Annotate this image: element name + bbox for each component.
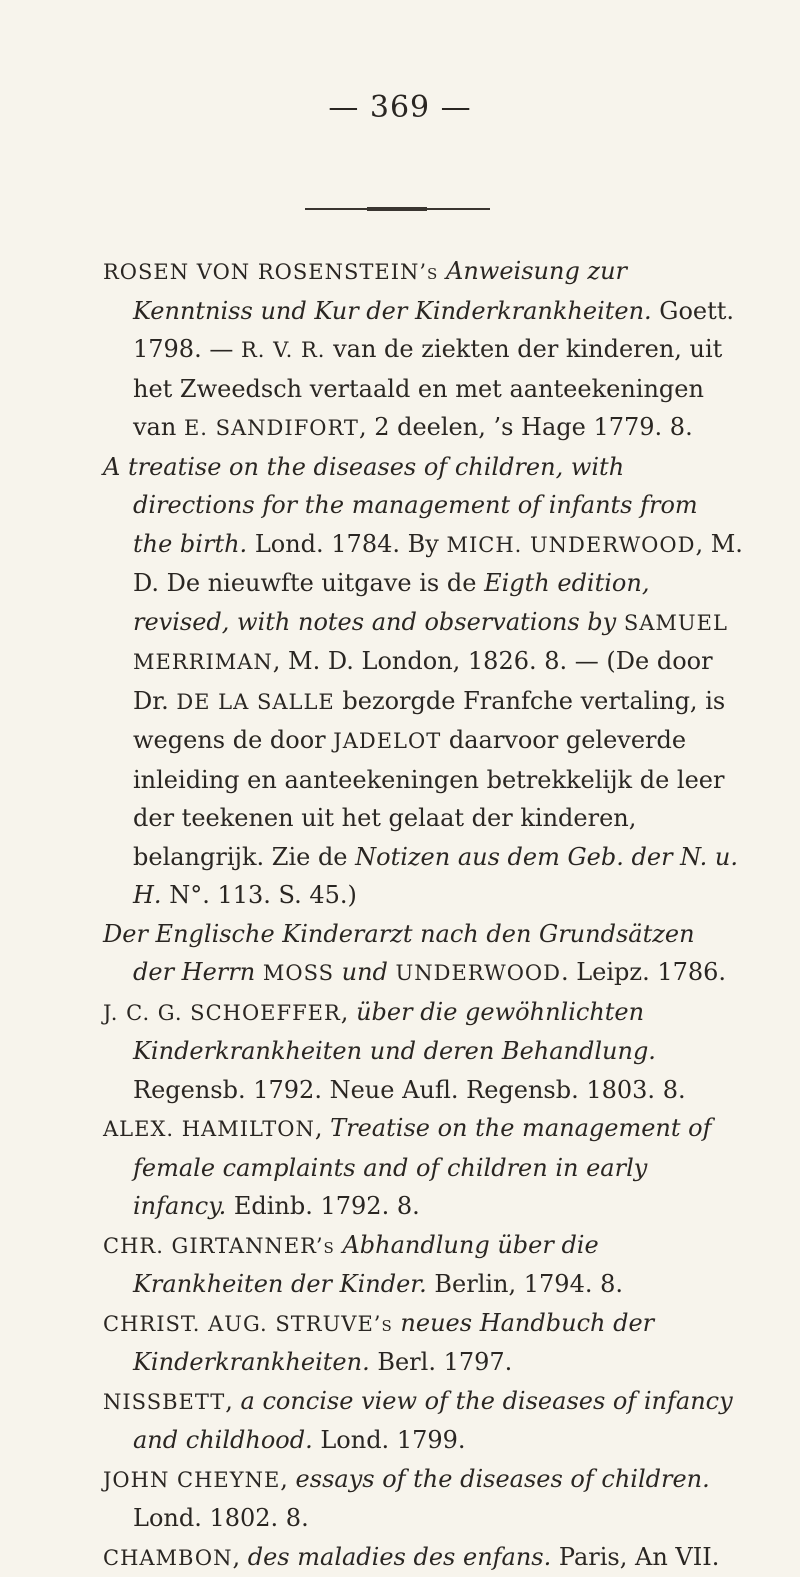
entry-author: MOSS — [263, 961, 334, 985]
bibliography-entry — [103, 1382, 743, 1460]
entry-author: JOHN CHEYNE — [103, 1468, 280, 1492]
entry-text: , — [315, 1114, 330, 1142]
entry-text: van de ziekten der kinderen, uit het Zweedsch vertaald en met aanteekeningen van — [133, 335, 722, 441]
entry-author: ALEX. HAMILTON — [103, 1117, 315, 1141]
entry-text: Lond. 1784. By — [247, 530, 446, 558]
bibliography-entry — [103, 1226, 743, 1304]
entry-text: , — [225, 1387, 240, 1415]
bibliography-entry — [103, 1109, 743, 1226]
bibliography-entry — [103, 1304, 743, 1382]
entry-text — [616, 608, 624, 636]
entry-text: Berlin, 1794. 8. — [427, 1270, 623, 1298]
entry-author: DE LA SALLE — [176, 690, 334, 714]
entry-text: Berl. 1797. — [370, 1348, 513, 1376]
entry-title: essays of the diseases of children. — [296, 1465, 710, 1493]
entry-author: MICH. UNDERWOOD — [446, 533, 695, 557]
entry-author: CHRIST. AUG. STRUVE’s — [103, 1312, 400, 1336]
entry-title: Eigth edition, revised, with notes and observations by — [133, 569, 649, 636]
entry-text — [255, 958, 263, 986]
entry-text: Lond. 1802. 8. — [133, 1504, 309, 1532]
entry-title: und — [342, 958, 388, 986]
entry-text: , — [232, 1543, 247, 1571]
entry-author: SAMUEL MERRIMAN — [133, 611, 728, 675]
entry-author: JADELOT — [333, 729, 441, 753]
entry-title: Anweisung zur Kenntniss und Kur der Kinderkrankheiten. — [133, 257, 652, 325]
entry-author: E. SANDIFORT — [184, 416, 359, 440]
entry-text — [334, 958, 342, 986]
entry-title: Treatise on the management of female camplaints and of children in early infancy. — [133, 1114, 711, 1220]
entry-text: Regensb. 1792. Neue Aufl. Regensb. 1803. 8. — [133, 1076, 686, 1104]
entry-title: Abhandlung über die Krankheiten der Kinder. — [133, 1231, 599, 1299]
entry-text — [388, 958, 396, 986]
bibliography-entry — [103, 1460, 743, 1538]
entry-text: , — [341, 998, 356, 1026]
entry-text: N°. 113. S. 45.) — [162, 881, 357, 909]
entry-title: Der Englische Kinderarzt nach den Grundsätzen der Herrn — [103, 920, 695, 987]
entry-author: NISSBETT — [103, 1390, 225, 1414]
entry-text: Lond. 1799. — [313, 1426, 466, 1454]
bibliography-entry — [103, 1538, 743, 1577]
entry-title: des maladies des enfans. — [248, 1543, 552, 1571]
entry-text: bezorgde Franfche vertaling, is wegens de door — [133, 687, 725, 755]
entry-author: ROSEN VON ROSENSTEIN’s — [103, 260, 446, 284]
entry-text: . Leipz. 1786. — [561, 958, 726, 986]
entry-text: Edinb. 1792. 8. — [226, 1192, 420, 1220]
entry-title: a concise view of the diseases of infancy and childhood. — [133, 1387, 733, 1455]
bibliography-entry — [103, 448, 743, 915]
entry-author: CHR. GIRTANNER’s — [103, 1234, 342, 1258]
entry-text: , M. D. London, 1826. 8. — (De door Dr. — [133, 647, 713, 715]
bibliography-entry — [103, 252, 743, 448]
entry-author: J. C. G. SCHOEFFER — [103, 1001, 341, 1025]
entry-title: Notizen aus dem Geb. der N. u. H. — [133, 843, 738, 910]
entry-author: UNDERWOOD — [396, 961, 561, 985]
entry-text: , — [280, 1465, 295, 1493]
page-number: — 369 — — [0, 90, 800, 125]
entry-author: CHAMBON — [103, 1546, 232, 1570]
entry-text: , 2 deelen, ’s Hage 1779. 8. — [359, 413, 693, 441]
entry-title: neues Handbuch der Kinderkrankheiten. — [133, 1309, 654, 1377]
entry-text: , M. D. De nieuwfte uitgave is de — [133, 530, 743, 598]
entry-text: daarvoor geleverde inleiding en aanteekeningen betrekkelijk de leer der teekenen uit het gelaat der kinderen, belangrijk. Zie de — [133, 726, 724, 871]
bibliography-entry — [103, 993, 743, 1110]
bibliography-list — [103, 252, 743, 1577]
entry-text: Goett. 1798. — — [133, 297, 734, 364]
entry-title: über die gewöhnlichten Kinderkrankheiten und deren Behandlung. — [133, 998, 656, 1066]
entry-author: R. V. R. — [241, 338, 326, 362]
entry-title: A treatise on the diseases of children, with directions for the management of infants from the birth. — [103, 453, 698, 558]
bibliography-entry — [103, 915, 743, 993]
entry-text: Paris, An VII. — [551, 1543, 719, 1571]
ornamental-rule — [305, 208, 490, 210]
